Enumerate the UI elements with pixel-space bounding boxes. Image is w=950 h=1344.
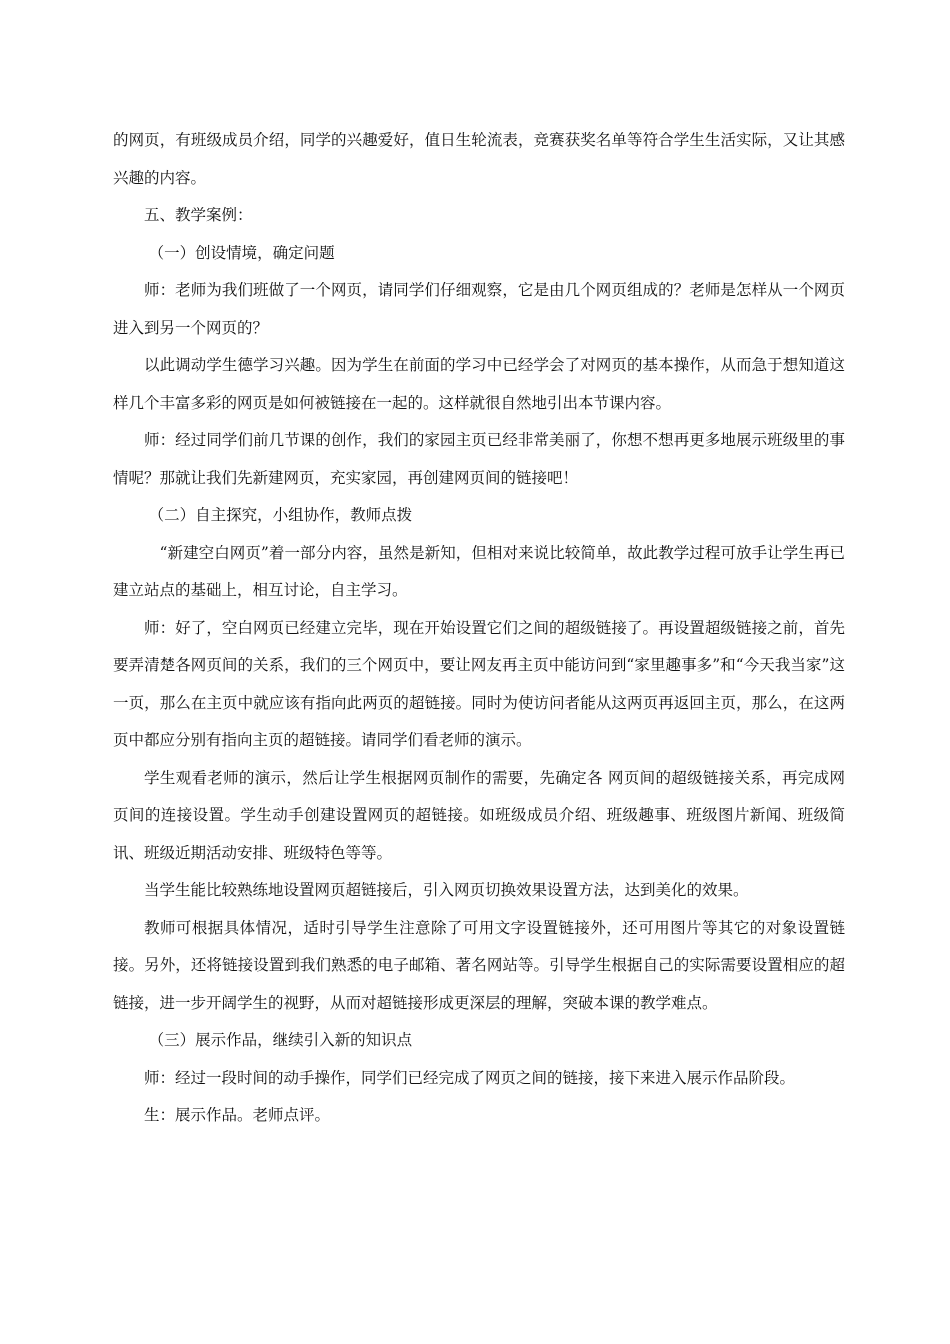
- paragraph-teacher-hyperlink-setup: 师：好了，空白网页已经建立完毕，现在开始设置它们之间的超级链接了。再设置超级链接之前，首先要弄清楚各网页间的关系，我们的三个网页中，要让网友再主页中能访问到“家里趣事多”和“今天我当家”这一页，那么在主页中就应该有指向此两页的超链接。同时为使访问者能从这两页再返回主页，那么，在这两页中都应分别有指向主页的超链接。请同学们看老师的演示。: [113, 618, 845, 749]
- paragraph-teacher-guidance: 教师可根据具体情况，适时引导学生注意除了可用文字设置链接外，还可用图片等其它的对象设置链接。另外，还将链接设置到我们熟悉的电子邮箱、著名网站等。引导学生根据自己的实际需要设置相应的超链接，进一步开阔学生的视野，从而对超链接形成更深层的理解，突破本课的教学难点。: [113, 918, 845, 1012]
- paragraph-student-practice: 学生观看老师的演示，然后让学生根据网页制作的需要，先确定各 网页间的超级链接关系，再完成网页间的连接设置。学生动手创建设置网页的超链接。如班级成员介绍、班级趣事、班级图片新闻、班级简讯、班级近期活动安排、班级特色等等。: [113, 768, 845, 862]
- subheading-show-works: （三）展示作品，继续引入新的知识点: [148, 1031, 413, 1049]
- paragraph-transition-effects: 当学生能比较熟练地设置网页超链接后，引入网页切换效果设置方法，达到美化的效果。: [144, 881, 749, 899]
- paragraph-student-showcase: 生：展示作品。老师点评。: [144, 1106, 331, 1124]
- paragraph-motivation: 以此调动学生德学习兴趣。因为学生在前面的学习中已经学会了对网页的基本操作，从而急于想知道这样几个丰富多彩的网页是如何被链接在一起的。这样就很自然地引出本节课内容。: [113, 356, 845, 412]
- subheading-self-exploration: （二）自主探究，小组协作，教师点拨: [148, 506, 413, 524]
- subheading-create-situation: （一）创设情境，确定问题: [148, 243, 335, 262]
- section-heading-teaching-case: 五、教学案例：: [144, 206, 253, 224]
- paragraph-new-blank-page: “新建空白网页”着一部分内容，虽然是新知，但相对来说比较简单，故此教学过程可放手让学生再已建立站点的基础上，相互讨论，自主学习。: [113, 543, 845, 599]
- document-body: [113, 122, 845, 1135]
- paragraph-teacher-showcase: 师：经过一段时间的动手操作，同学们已经完成了网页之间的链接，接下来进入展示作品阶段。: [144, 1068, 796, 1087]
- paragraph-teacher-intro: 师：经过同学们前几节课的创作，我们的家园主页已经非常美丽了，你想不想再更多地展示班级里的事情呢？那就让我们先新建网页，充实家园，再创建网页间的链接吧！: [113, 431, 845, 487]
- paragraph-teacher-question: 师：老师为我们班做了一个网页，请同学们仔细观察，它是由几个网页组成的？老师是怎样从一个网页进入到另一个网页的？: [113, 281, 845, 337]
- paragraph-continuation: 的网页，有班级成员介绍，同学的兴趣爱好，值日生轮流表，竞赛获奖名单等符合学生生活实际，又让其感兴趣的内容。: [113, 131, 845, 187]
